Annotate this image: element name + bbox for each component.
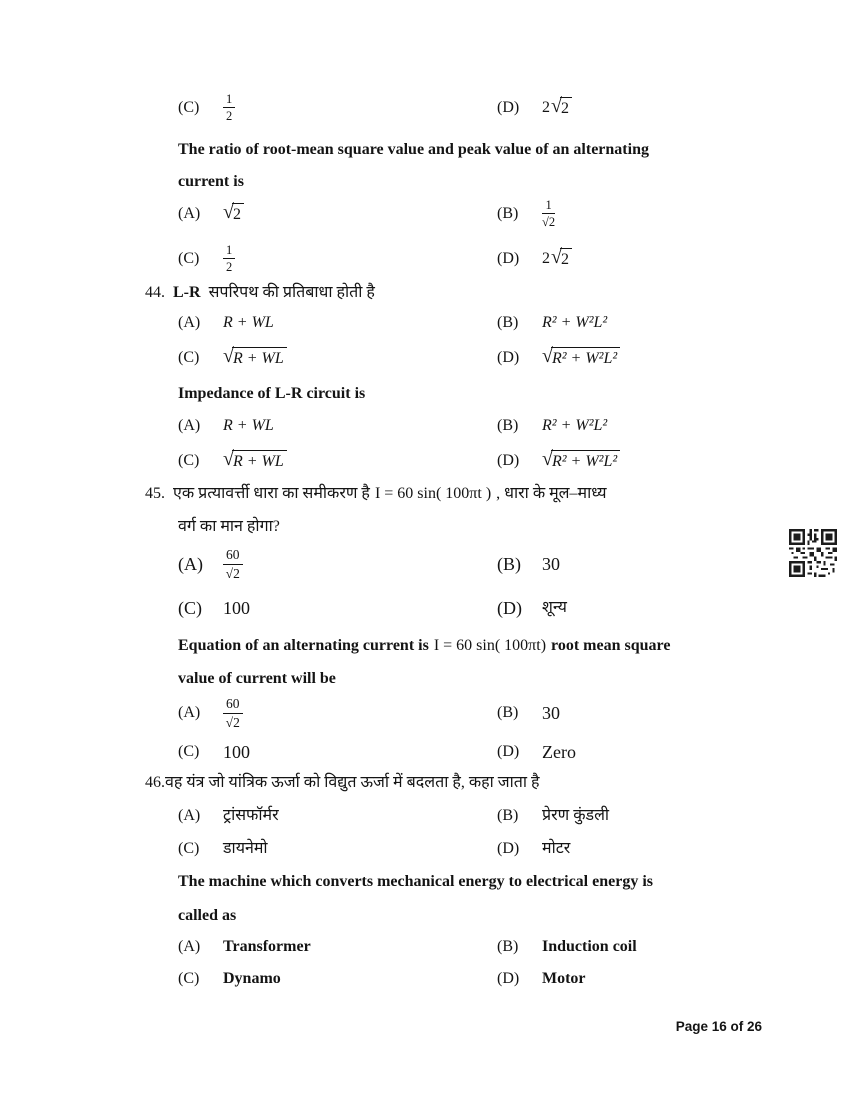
option-letter: (D)	[497, 970, 520, 987]
option-value	[223, 202, 244, 225]
option-b	[497, 198, 555, 230]
option-letter: (C)	[178, 743, 200, 761]
option-value	[542, 96, 572, 119]
q46-option-row-cd-english	[145, 969, 762, 989]
option-value	[542, 449, 620, 472]
option-letter: (D)	[497, 98, 520, 116]
equation: I = 60 sin( 100πt )	[374, 485, 492, 502]
question-text-english: current is	[178, 173, 244, 190]
option-letter: (A)	[178, 314, 201, 331]
option-d	[497, 969, 586, 989]
question-number: 46.	[145, 774, 165, 791]
option-c	[178, 839, 497, 859]
option-letter: (C)	[178, 840, 200, 857]
question-text-english: Impedance of L-R circuit is	[178, 385, 366, 402]
option-value: Zero	[542, 742, 576, 762]
option-value	[223, 92, 235, 124]
option-b	[497, 937, 637, 957]
option-b	[497, 553, 560, 576]
radical-sign: √	[223, 448, 234, 470]
radical-sign: √	[551, 95, 562, 118]
option-c	[178, 243, 497, 275]
option-value	[223, 547, 243, 581]
radicand: R + WL	[232, 450, 287, 472]
option-value: R + WL	[223, 314, 274, 331]
square-root	[223, 449, 287, 472]
option-b	[497, 313, 607, 333]
option-value	[542, 198, 555, 230]
question-text-hindi: एक प्रत्यावर्त्ती धारा का समीकरण है	[173, 485, 370, 502]
option-letter: (D)	[497, 743, 520, 761]
option-d	[497, 247, 572, 270]
square-root	[551, 247, 572, 270]
square-root	[542, 346, 620, 369]
q43-option-row-cd-top	[145, 92, 762, 124]
question-text-english: called as	[178, 907, 237, 924]
q46-english-line1	[145, 872, 795, 892]
option-letter: (C)	[178, 249, 200, 267]
option-letter: (A)	[178, 417, 201, 434]
option-c	[178, 449, 497, 472]
coefficient: 2	[542, 250, 550, 268]
q45-english-line1	[145, 636, 795, 656]
option-value: ट्रांसफॉर्मर	[223, 807, 279, 824]
option-letter: (D)	[497, 451, 520, 469]
option-value: 30	[542, 553, 560, 574]
radicand: 2	[560, 248, 572, 270]
option-value: Induction coil	[542, 938, 637, 955]
fraction-denominator: √2	[542, 215, 556, 230]
q43-option-row-ab	[145, 198, 762, 230]
option-value: डायनेमो	[223, 840, 268, 857]
option-value	[223, 346, 287, 369]
option-letter: (D)	[497, 598, 522, 618]
option-letter: (A)	[178, 704, 201, 722]
qr-code-icon	[789, 529, 837, 577]
option-value: प्रेरण कुंडली	[542, 807, 610, 824]
option-a	[178, 806, 497, 826]
square-root	[551, 96, 572, 119]
q46-option-row-ab-english	[145, 937, 762, 957]
circuit-label: L-R	[173, 284, 201, 301]
option-a	[178, 313, 497, 333]
question-text-english: root mean square	[551, 637, 671, 654]
option-letter: (C)	[178, 348, 200, 366]
square-root	[542, 449, 620, 472]
q43-english-line2	[145, 172, 795, 192]
option-letter: (D)	[497, 840, 520, 857]
option-a	[178, 937, 497, 957]
fraction-numerator: 1	[223, 243, 235, 259]
radicand: R² + W²L²	[551, 347, 620, 369]
option-value	[223, 696, 243, 730]
option-letter: (A)	[178, 553, 203, 574]
option-c	[178, 346, 497, 369]
option-b	[497, 702, 560, 725]
option-letter: (A)	[178, 938, 201, 955]
option-b	[497, 806, 609, 826]
option-letter: (C)	[178, 98, 200, 116]
option-value: Motor	[542, 970, 586, 987]
fraction-denominator: √2	[225, 565, 240, 581]
fraction	[223, 243, 235, 275]
option-b	[497, 416, 607, 436]
option-letter: (B)	[497, 417, 519, 434]
option-c	[178, 741, 497, 764]
option-letter: (B)	[497, 204, 519, 222]
q44-english-heading	[145, 384, 795, 404]
option-letter: (B)	[497, 704, 519, 722]
radicand: 2	[560, 97, 572, 119]
option-value: 100	[223, 598, 250, 618]
q45-heading-line2	[145, 517, 795, 537]
q43-english-line1	[145, 140, 795, 160]
option-d	[497, 449, 620, 472]
option-letter: (D)	[497, 249, 520, 267]
q44-option-row-cd-hindi	[145, 346, 762, 369]
q44-option-row-ab-hindi	[145, 313, 762, 333]
q43-option-row-cd	[145, 243, 762, 275]
option-letter: (B)	[497, 553, 521, 574]
page-footer: Page 16 of 26	[675, 1019, 762, 1034]
option-value	[542, 346, 620, 369]
option-value	[223, 449, 287, 472]
fraction-numerator: 1	[223, 92, 235, 108]
q45-option-row-ab-hindi	[145, 547, 762, 581]
question-text-english: Equation of an alternating current is	[178, 637, 429, 654]
option-a	[178, 202, 497, 225]
fraction-denominator: 2	[226, 260, 233, 275]
radicand: R + WL	[232, 347, 287, 369]
q46-option-row-ab-hindi	[145, 806, 762, 826]
option-c	[178, 969, 497, 989]
option-d	[497, 839, 570, 859]
radical-sign: √	[542, 345, 553, 367]
question-text-hindi: सपरिपथ की प्रतिबाधा होती है	[208, 284, 375, 301]
option-letter: (B)	[497, 314, 519, 331]
option-letter: (B)	[497, 938, 519, 955]
option-a	[178, 547, 497, 581]
option-letter: (A)	[178, 807, 201, 824]
question-number: 45.	[145, 485, 165, 502]
fraction-denominator: √2	[225, 714, 240, 730]
option-value: शून्य	[542, 599, 567, 617]
radicand: 2	[232, 203, 244, 225]
question-text-hindi: वह यंत्र जो यांत्रिक ऊर्जा को विद्युत ऊर्जा में बदलता है, कहा जाता है	[165, 774, 540, 791]
option-a	[178, 696, 497, 730]
option-value: 30	[542, 702, 560, 723]
fraction	[223, 92, 235, 124]
q46-option-row-cd-hindi	[145, 839, 762, 859]
option-value: Dynamo	[223, 970, 281, 987]
radical-sign: √	[551, 246, 562, 269]
equation: I = 60 sin( 100πt)	[433, 637, 547, 654]
fraction-numerator: 1	[542, 198, 555, 214]
fraction	[223, 547, 243, 581]
fraction	[542, 198, 555, 230]
option-letter: (C)	[178, 970, 200, 987]
q45-heading-line1	[145, 484, 762, 504]
option-letter: (C)	[178, 451, 200, 469]
option-value: R + WL	[223, 417, 274, 434]
option-d	[497, 96, 572, 119]
option-c	[178, 597, 497, 620]
square-root	[223, 202, 244, 225]
radical-sign: √	[542, 448, 553, 470]
q44-heading	[145, 283, 762, 303]
option-letter: (A)	[178, 204, 201, 222]
q45-option-row-cd-english	[145, 741, 762, 764]
option-c	[178, 92, 497, 124]
square-root	[223, 346, 287, 369]
q45-option-row-ab-english	[145, 696, 762, 730]
question-text-hindi: , धारा के मूल–माध्य	[496, 485, 607, 502]
fraction-numerator: 60	[223, 547, 243, 565]
q46-english-line2	[145, 906, 795, 926]
radical-sign: √	[223, 345, 234, 367]
fraction-numerator: 60	[223, 696, 243, 714]
question-text-hindi: वर्ग का मान होगा?	[178, 518, 280, 535]
option-letter: (D)	[497, 348, 520, 366]
option-a	[178, 416, 497, 436]
option-value: 100	[223, 742, 250, 762]
option-value: R² + W²L²	[542, 314, 608, 331]
radicand: R² + W²L²	[551, 450, 620, 472]
fraction-denominator: 2	[226, 109, 233, 124]
option-value: मोटर	[542, 840, 571, 857]
option-letter: (B)	[497, 807, 519, 824]
question-number: 44.	[145, 284, 165, 301]
q46-heading	[145, 773, 762, 793]
q45-english-line2	[145, 669, 795, 689]
option-d	[497, 346, 620, 369]
radical-sign: √	[223, 201, 234, 224]
option-value: Transformer	[223, 938, 311, 955]
option-d	[497, 741, 576, 764]
q45-option-row-cd-hindi	[145, 597, 762, 620]
fraction	[223, 696, 243, 730]
option-value	[223, 243, 235, 275]
question-text-english: The machine which converts mechanical energy to electrical energy is	[178, 873, 653, 890]
question-text-english: The ratio of root-mean square value and peak value of an alternating	[178, 141, 649, 158]
question-text-english: value of current will be	[178, 670, 336, 687]
option-d	[497, 597, 567, 620]
q44-option-row-cd-english	[145, 449, 762, 472]
q44-option-row-ab-english	[145, 416, 762, 436]
option-value	[542, 247, 572, 270]
option-letter: (C)	[178, 598, 202, 618]
option-value: R² + W²L²	[542, 417, 608, 434]
coefficient: 2	[542, 99, 550, 117]
